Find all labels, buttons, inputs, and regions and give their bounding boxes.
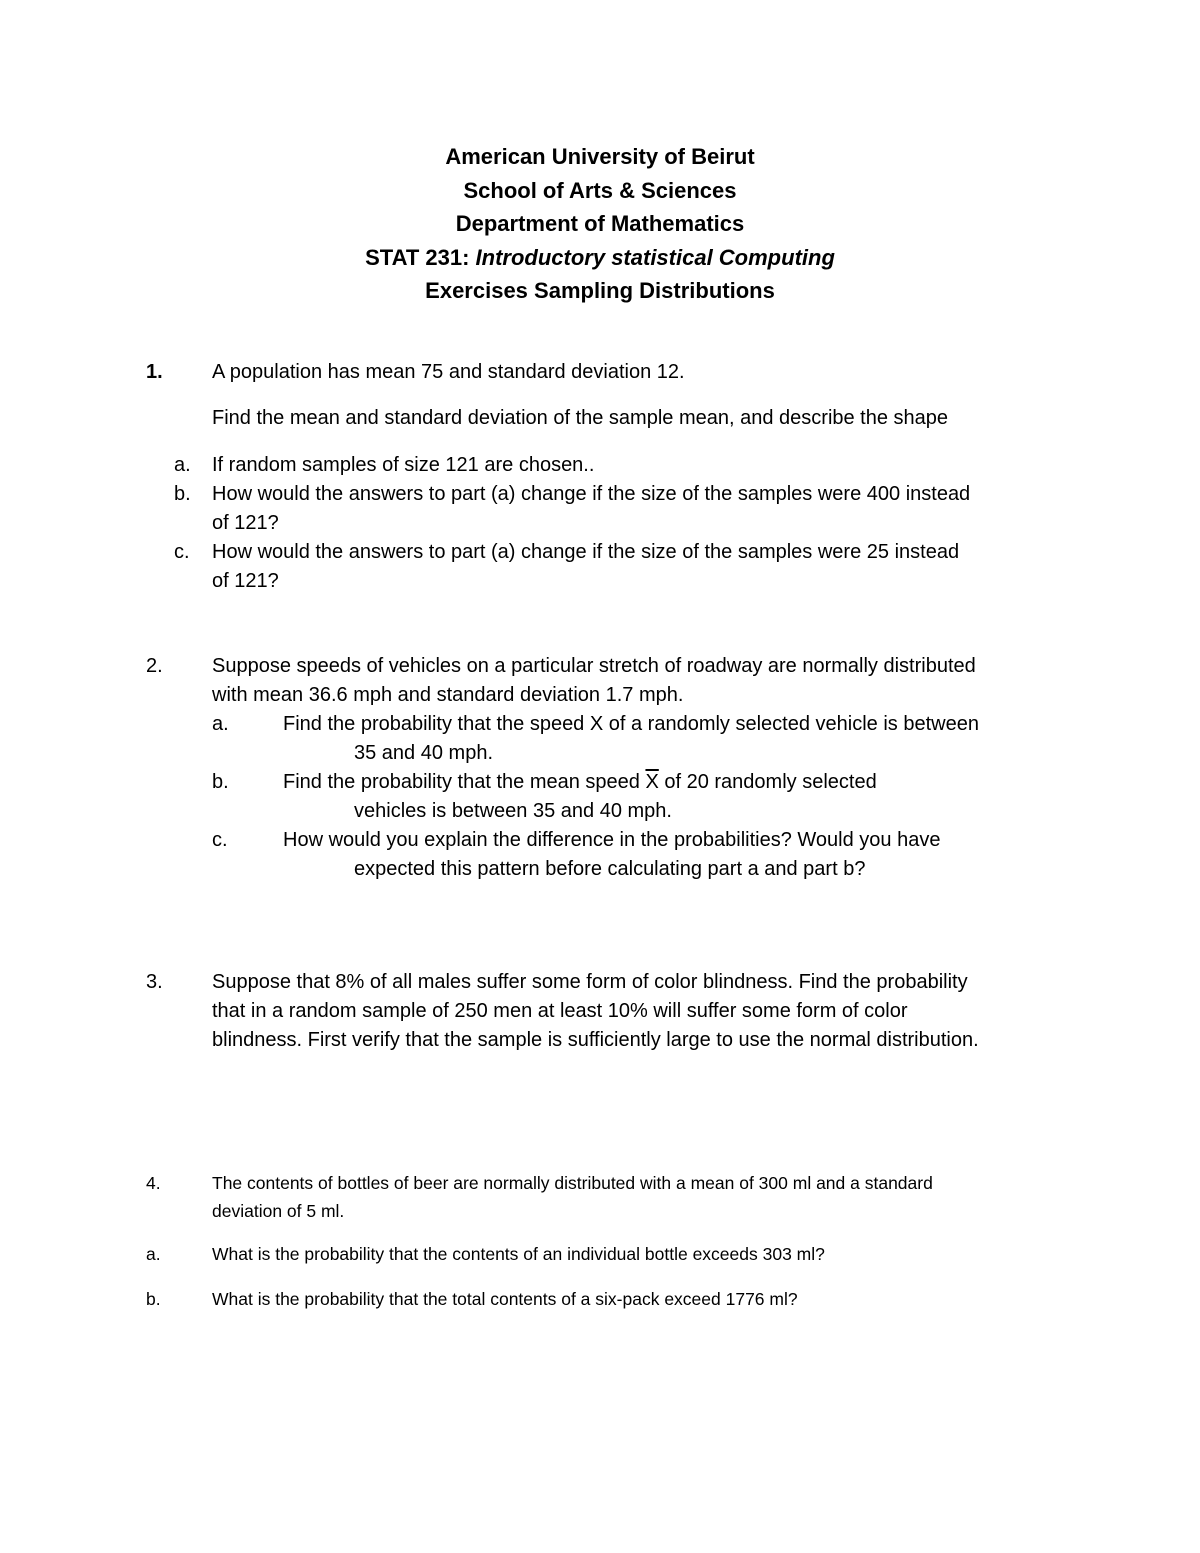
q1-b-label: b. (174, 483, 191, 505)
q3-line3: blindness. First verify that the sample is sufficiently large to use the normal distribution. (212, 1029, 979, 1051)
q1-c-line1: How would the answers to part (a) change if the size of the samples were 25 instead (212, 541, 960, 563)
school-name: School of Arts & Sciences (463, 177, 737, 203)
q2-a-line2: 35 and 40 mph. (354, 742, 493, 764)
course-line (0, 241, 1200, 275)
q4-number: 4. (146, 1173, 161, 1193)
q4-b-text: What is the probability that the total contents of a six-pack exceed 1776 ml? (212, 1289, 798, 1309)
q1-stem: A population has mean 75 and standard deviation 12. (212, 361, 685, 383)
department-name: Department of Mathematics (455, 211, 745, 236)
q1-number: 1. (146, 361, 163, 383)
q2-line1: Suppose speeds of vehicles on a particular stretch of roadway are normally distributed (212, 655, 976, 677)
course-code: STAT 231: (365, 244, 476, 270)
q4-a-label: a. (146, 1244, 161, 1264)
q3-number: 3. (146, 971, 163, 993)
q4-b-label: b. (146, 1289, 161, 1309)
q1-b-line1: How would the answers to part (a) change if the size of the samples were 400 instead (212, 483, 971, 505)
course-title: Introductory statistical Computing (475, 244, 835, 270)
q1-b-line2: of 121? (212, 512, 279, 534)
q2-b-line1-post: of 20 randomly selected (658, 771, 877, 793)
q2-b-line1 (283, 768, 877, 797)
x-bar-symbol: $\overline{X}$ (645, 771, 659, 793)
q1-a-label: a. (174, 454, 191, 476)
q2-a-label: a. (212, 713, 229, 735)
q2-c-line2: expected this pattern before calculating part a and part b? (354, 858, 866, 880)
q2-b-line2: vehicles is between 35 and 40 mph. (354, 800, 672, 822)
q2-c-label: c. (212, 829, 228, 851)
q4-a-text: What is the probability that the contents of an individual bottle exceeds 303 ml? (212, 1244, 825, 1264)
university-name: American University of Beirut (445, 144, 755, 169)
exercise-title: Exercises Sampling Distributions (425, 278, 775, 303)
q1-c-line2: of 121? (212, 570, 279, 592)
q3-line2: that in a random sample of 250 men at least 10% will suffer some form of color (212, 1000, 908, 1022)
q2-c-line1: How would you explain the difference in the probabilities? Would you have (283, 829, 941, 851)
q2-line2: with mean 36.6 mph and standard deviation 1.7 mph. (212, 684, 684, 706)
q2-a-line1: Find the probability that the speed X of a randomly selected vehicle is between (283, 713, 979, 735)
q2-number: 2. (146, 655, 163, 677)
q2-b-label: b. (212, 771, 229, 793)
q4-line2: deviation of 5 ml. (212, 1201, 345, 1221)
document-header (0, 140, 1200, 308)
q4-line1: The contents of bottles of beer are normally distributed with a mean of 300 ml and a standard (212, 1173, 933, 1193)
q1-a-text: If random samples of size 121 are chosen.. (212, 454, 595, 476)
q1-instruction: Find the mean and standard deviation of the sample mean, and describe the shape (212, 407, 949, 429)
q1-c-label: c. (174, 541, 190, 563)
q3-line1: Suppose that 8% of all males suffer some form of color blindness. Find the probability (212, 971, 968, 993)
q2-b-line1-pre: Find the probability that the mean speed (283, 771, 646, 793)
